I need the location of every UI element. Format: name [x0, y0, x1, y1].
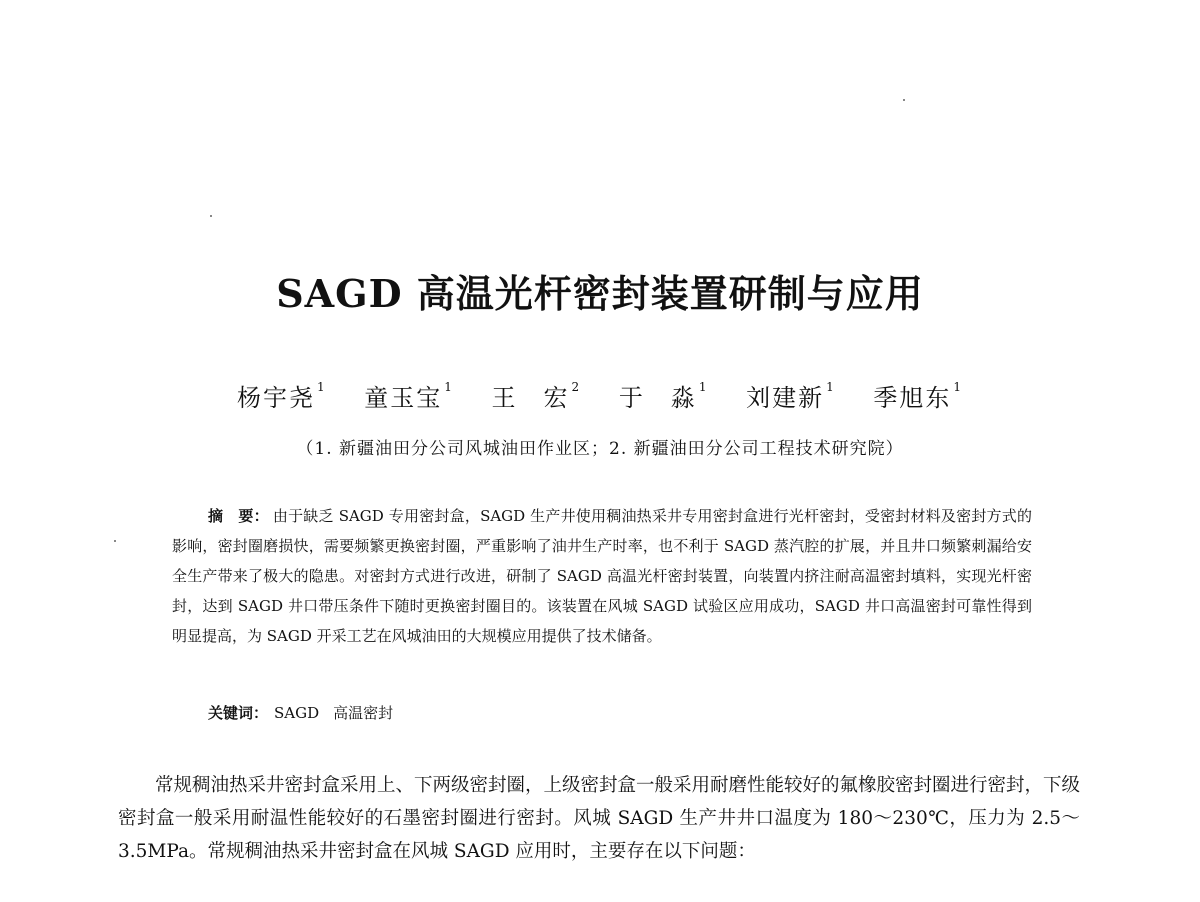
keywords-label: 关键词：	[208, 704, 269, 722]
author: 刘建新 $^1$	[746, 380, 836, 412]
author-list	[0, 378, 1200, 413]
keywords	[208, 702, 407, 723]
author: 季旭东 $^1$	[873, 380, 964, 412]
scan-speck	[903, 99, 905, 101]
body-text	[118, 769, 1080, 868]
scan-speck	[210, 215, 212, 217]
scan-speck	[114, 540, 116, 542]
paper-title: SAGD 高温光杆密封装置研制与应用	[276, 271, 924, 317]
author: 童玉宝 $^1$	[364, 380, 454, 412]
affiliations: （1. 新疆油田分公司风城油田作业区；2. 新疆油田分公司工程技术研究院）	[296, 439, 904, 459]
keyword: SAGD	[274, 704, 320, 722]
author: 于 淼 $^1$	[618, 380, 709, 412]
keyword: 高温密封	[333, 704, 394, 722]
author: 王 宏 $^2$	[491, 380, 582, 412]
abstract	[172, 501, 1032, 651]
author: 杨宇尧 $^1$	[236, 380, 327, 412]
body-paragraph: 常规稠油热采井密封盒采用上、下两级密封圈，上级密封盒一般采用耐磨性能较好的氟橡胶密封圈进行密封，下级密封盒一般采用耐温性能较好的石墨密封圈进行密封。风城 SAGD 生产井井口温度为 180～230℃，压力为 2.5～3.5MPa。常规稠油热采井密封盒在风城 SAGD 应用时，主要存在以下问题：	[118, 775, 1081, 862]
abstract-label: 摘 要：	[208, 507, 269, 525]
abstract-text: 由于缺乏 SAGD 专用密封盒，SAGD 生产井使用稠油热采井专用密封盒进行光杆密封，受密封材料及密封方式的影响，密封圈磨损快，需要频繁更换密封圈，严重影响了油井生产时率，也不利于 SAGD 蒸汽腔的扩展，并且井口频繁刺漏给安全生产带来了极大的隐患。对密封方式进行改进，研制了 SAGD 高温光杆密封装置，向装置内挤注耐高温密封填料，实现光杆密封，达到 SAGD 井口带压条件下随时更换密封圈目的。该装置在风城 SAGD 试验区应用成功，SAGD 井口高温密封可靠性得到明显提高，为 SAGD 开采工艺在风城油田的大规模应用提供了技术储备。	[172, 507, 1032, 645]
